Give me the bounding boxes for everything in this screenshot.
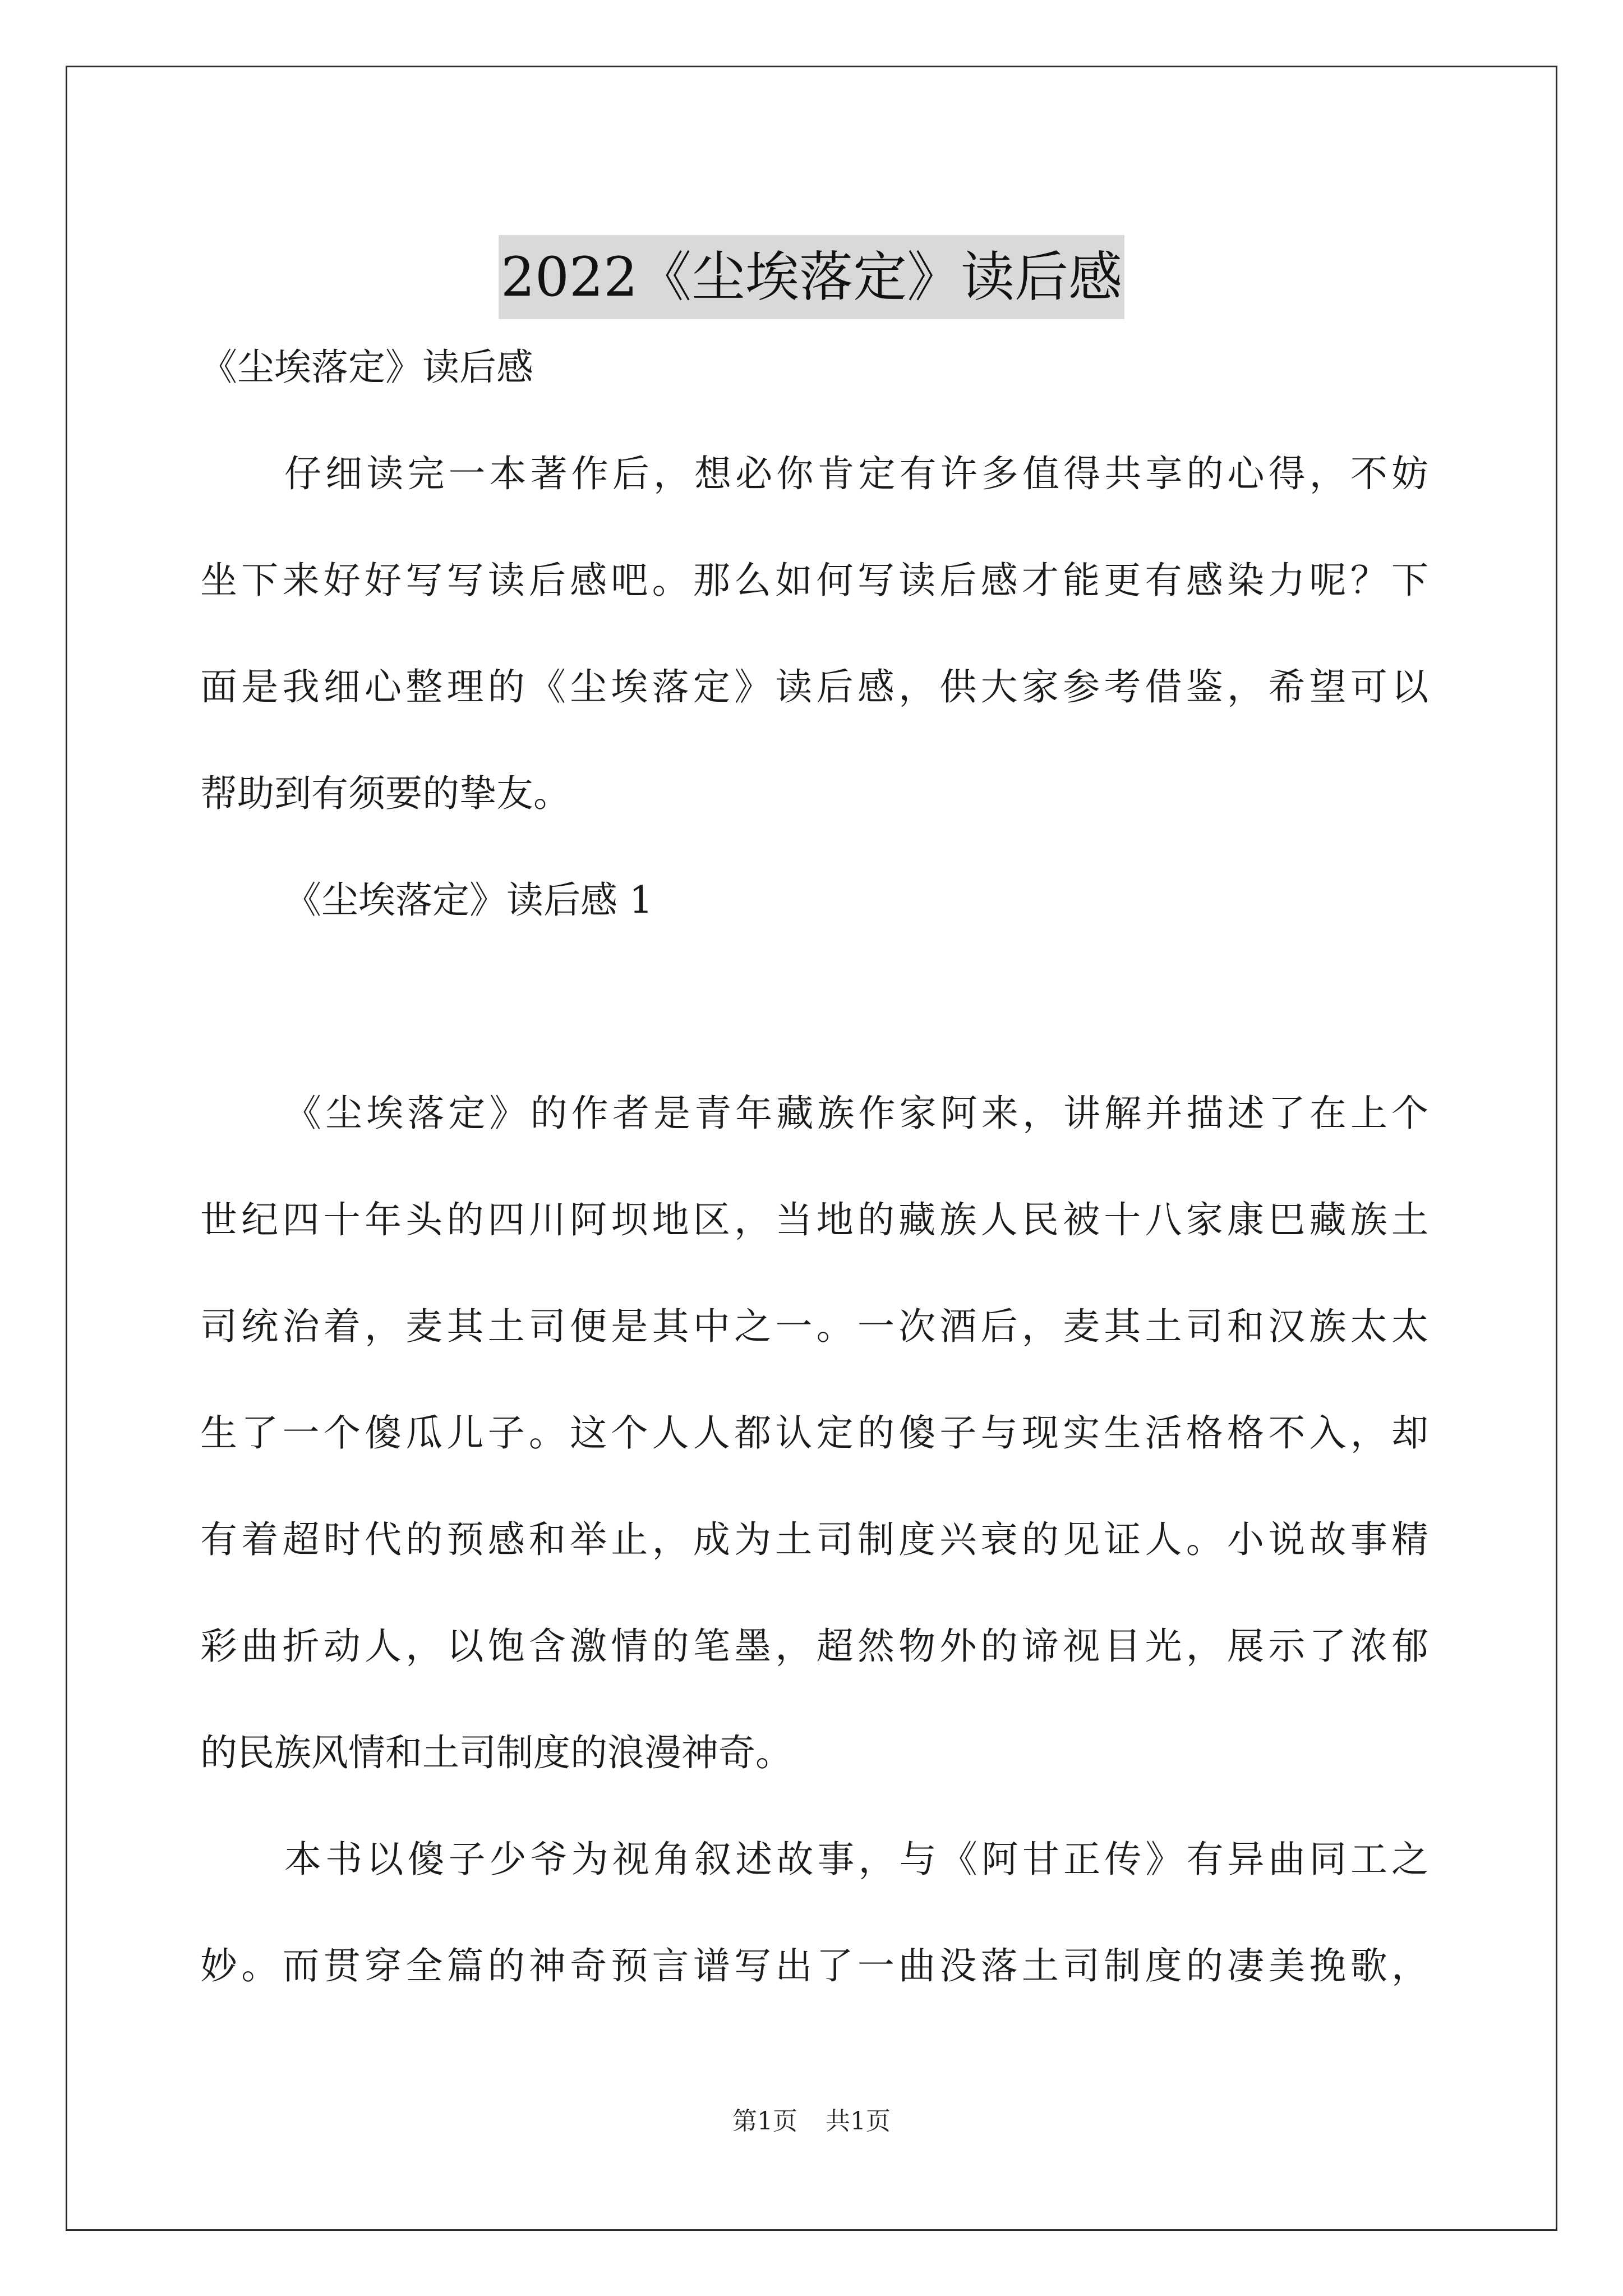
text-line: 司统治着，麦其土司便是其中之一。一次酒后，麦其土司和汉族太太 — [200, 1305, 1428, 1348]
page-number: 第1页 — [732, 2107, 797, 2136]
text-line: 本书以傻子少爷为视角叙述故事，与《阿甘正传》有异曲同工之 — [284, 1838, 1428, 1881]
subtitle: 《尘埃落定》读后感 — [200, 346, 533, 389]
paragraph-2 — [200, 1806, 1428, 2019]
text-line: 有着超时代的预感和举止，成为土司制度兴衰的见证人。小说故事精 — [200, 1518, 1428, 1561]
text-line: 世纪四十年头的四川阿坝地区，当地的藏族人民被十八家康巴藏族土 — [200, 1198, 1428, 1241]
text-line: 妙。而贯穿全篇的神奇预言谱写出了一曲没落土司制度的凄美挽歌， — [200, 1944, 1428, 1987]
text-line: 彩曲折动人，以饱含激情的笔墨，超然物外的谛视目光，展示了浓郁 — [200, 1625, 1428, 1668]
text-line: 坐下来好好写写读后感吧。那么如何写读后感才能更有感染力呢？下 — [200, 559, 1428, 602]
section-heading: 《尘埃落定》读后感 1 — [284, 878, 653, 922]
paragraph-1 — [200, 1060, 1428, 1806]
page-footer — [0, 2101, 1623, 2137]
text-line: 生了一个傻瓜儿子。这个人人都认定的傻子与现实生活格格不入，却 — [200, 1411, 1428, 1455]
text-line: 帮助到有须要的挚友。 — [200, 772, 570, 815]
document-body — [200, 314, 1428, 2019]
blank-line — [200, 954, 1428, 1060]
text-line: 面是我细心整理的《尘埃落定》读后感，供大家参考借鉴，希望可以 — [200, 665, 1428, 708]
document-title: 2022《尘埃落定》读后感 — [499, 235, 1124, 319]
text-line: 《尘埃落定》的作者是青年藏族作家阿来，讲解并描述了在上个 — [284, 1092, 1428, 1135]
text-line: 的民族风情和土司制度的浪漫神奇。 — [200, 1731, 792, 1774]
page-total: 共1页 — [826, 2107, 891, 2136]
intro-paragraph — [200, 421, 1428, 847]
text-line: 仔细读完一本著作后，想必你肯定有许多值得共享的心得，不妨 — [284, 452, 1428, 495]
